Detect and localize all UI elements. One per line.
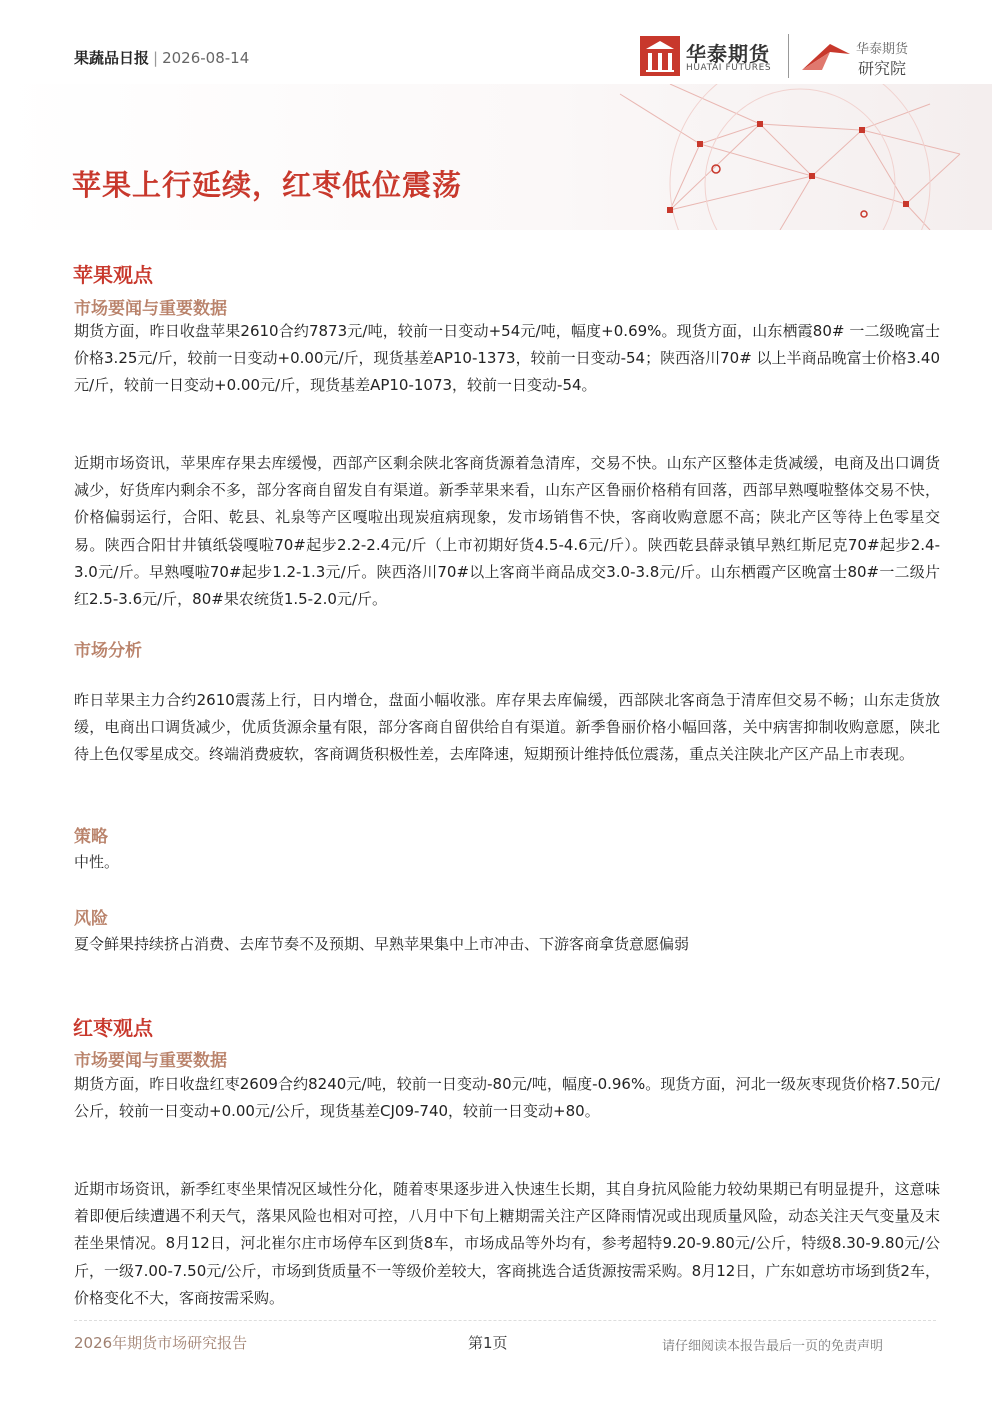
apple-analysis-paragraph: 昨日苹果主力合约2610震荡上行，日内增仓，盘面小幅收涨。库存果去库偏缓，西部陕北客商急于清库但交易不畅；山东走货放缓，电商出口调货减少，优质货源余量有限，部分客商自留供给自有渠道。新季鲁丽价格小幅回落，关中病害抑制收购意愿，陕北待上色仅零星成交。终端消费疲软，客商调货积极性差，去库降速，短期预计维持低位震荡，重点关注陕北产区产品上市表现。 <box>74 691 940 764</box>
header-separator: | <box>153 49 159 67</box>
logo-divider <box>788 34 789 78</box>
apple-risk-heading: 风险 <box>74 909 108 929</box>
huatai-logo-icon <box>640 36 680 76</box>
report-date: 2026-08-14 <box>162 49 250 67</box>
research-institute-logo-icon <box>800 40 852 74</box>
report-name: 果蔬品日报 <box>74 49 150 67</box>
apple-strategy-heading: 策略 <box>74 827 108 847</box>
jujube-news-paragraph-2: 近期市场资讯，新季红枣坐果情况区域性分化，随着枣果逐步进入快速生长期，其自身抗风险能力较幼果期已有明显提升，这意味着即便后续遭遇不利天气，落果风险也相对可控，八月中下旬上糖期需关注产区降雨情况或出现质量风险，动态关注天气变量及末茬坐果情况。8月12日，河北崔尔庄市场停车区到货8车，市场成品等外均有，参考超特9.20-9.80元/公斤，特级8.30-9.80元/公斤，一级7.00-7.50元/公斤，市场到货质量不一等级价差较大，客商挑选合适货源按需采购。8月12日，广东如意坊市场到货2车，价格变化不大，客商按需采购。 <box>74 1180 940 1307</box>
footer-report-label: 2026年期货市场研究报告 <box>74 1334 248 1352</box>
logo-cn-text: 华泰期货 <box>686 42 770 66</box>
apple-news-heading: 市场要闻与重要数据 <box>74 299 227 319</box>
page-number: 第1页 <box>468 1334 508 1352</box>
footer-divider <box>74 1320 936 1321</box>
apple-news-paragraph-1: 期货方面，昨日收盘苹果2610合约7873元/吨，较前一日变动+54元/吨，幅度+0.69%。现货方面，山东栖霞80# 一二级晚富士价格3.25元/斤，较前一日变动+0.00元/斤，现货基差AP10-1373，较前一日变动-54；陕西洛川70# 以上半商品晚富士价格3.40元/斤，较前一日变动+0.00元/斤，现货基差AP10-1073，较前一日变动-54。 <box>74 322 940 395</box>
header-banner <box>0 84 992 230</box>
apple-risk-text: 夏令鲜果持续挤占消费、去库节奏不及预期、早熟苹果集中上市冲击、下游客商拿货意愿偏弱 <box>74 935 690 953</box>
report-header <box>74 47 249 68</box>
jujube-news-paragraph-1: 期货方面，昨日收盘红枣2609合约8240元/吨，较前一日变动-80元/吨，幅度-0.96%。现货方面，河北一级灰枣现货价格7.50元/公斤，较前一日变动+0.00元/公斤，现货基差CJ09-740，较前一日变动+80。 <box>74 1075 940 1121</box>
apple-analysis-heading: 市场分析 <box>74 641 142 661</box>
research-line-1: 华泰期货 <box>856 42 909 57</box>
apple-strategy-text: 中性。 <box>74 853 120 871</box>
research-line-2: 研究院 <box>858 59 907 78</box>
logo-en-text: HUATAI FUTURES <box>686 63 772 73</box>
apple-news-paragraph-2: 近期市场资讯，苹果库存果去库缓慢，西部产区剩余陕北客商货源着急清库，交易不快。山东产区整体走货减缓，电商及出口调货减少，好货库内剩余不多，部分客商自留发自有渠道。新季苹果来看，山东产区鲁丽价格稍有回落，西部早熟嘎啦整体交易不快，价格偏弱运行，合阳、乾县、礼泉等产区嘎啦出现炭疽病现象，发市场销售不快，客商收购意愿不高；陕北产区等待上色零星交易。陕西合阳甘井镇纸袋嘎啦70#起步2.2-2.4元/斤（上市初期好货4.5-4.6元/斤）。陕西乾县薛录镇早熟红斯尼克70#起步2.4-3.0元/斤。早熟嘎啦70#起步1.2-1.3元/斤。陕西洛川70#以上客商半商品成交3.0-3.8元/斤。山东栖霞产区晚富士80#一二级片红2.5-3.6元/斤，80#果农统货1.5-2.0元/斤。 <box>74 454 940 609</box>
apple-section-heading: 苹果观点 <box>73 263 153 287</box>
jujube-news-heading: 市场要闻与重要数据 <box>74 1051 227 1071</box>
page-title: 苹果上行延续，红枣低位震荡 <box>72 168 463 202</box>
footer-disclaimer: 请仔细阅读本报告最后一页的免责声明 <box>662 1339 884 1354</box>
jujube-section-heading: 红枣观点 <box>73 1016 153 1040</box>
